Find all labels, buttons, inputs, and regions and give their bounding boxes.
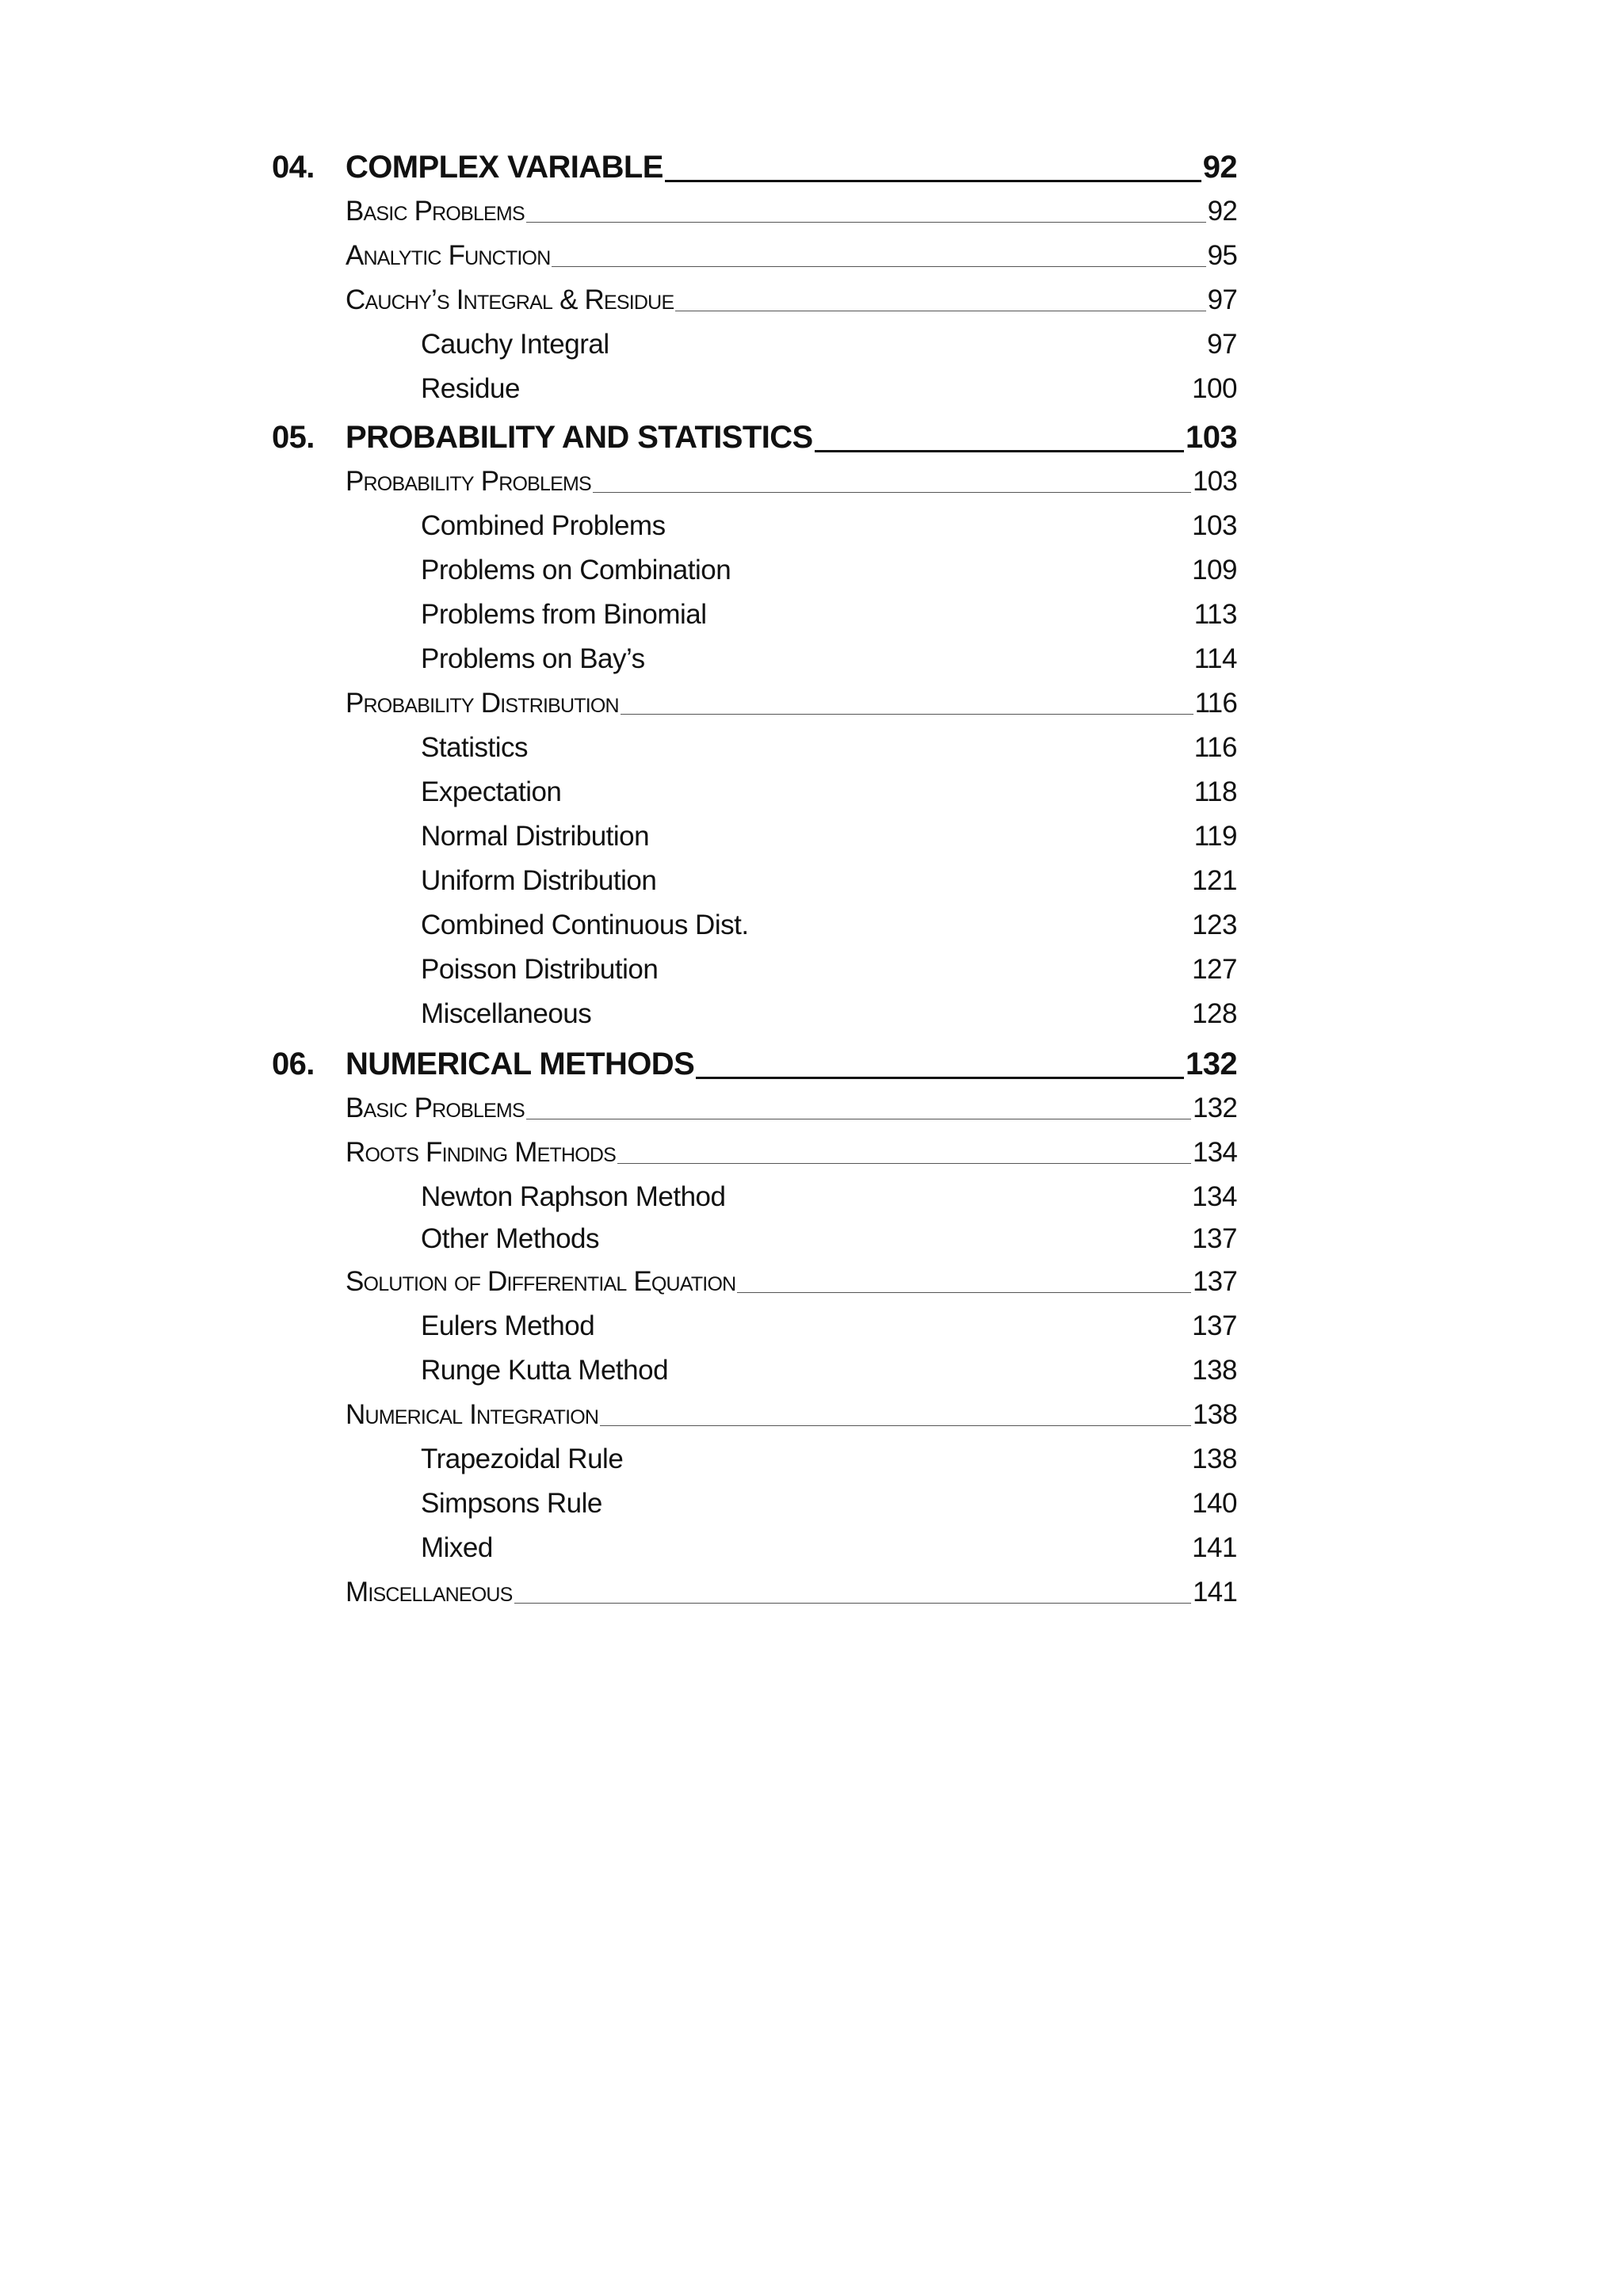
toc-subsection[interactable] [421, 727, 1237, 764]
subsection-title: Mixed [421, 1532, 493, 1563]
page-number: 138 [1192, 1355, 1237, 1386]
leader-line [815, 450, 1184, 452]
toc-subsection[interactable] [421, 949, 1237, 986]
page-number: 97 [1207, 284, 1237, 315]
subsection-title: Combined Problems [421, 510, 666, 541]
section-title: Probability Problems [346, 466, 591, 497]
section-title: Basic Problems [346, 196, 525, 227]
toc-subsection[interactable] [421, 772, 1237, 808]
subsection-title: Eulers Method [421, 1310, 595, 1341]
chapter-title: PROBABILITY AND STATISTICS [346, 420, 813, 455]
toc-subsection[interactable] [421, 550, 1237, 586]
page-number: 92 [1207, 196, 1237, 227]
toc-section[interactable] [346, 1572, 1237, 1608]
page-number: 103 [1192, 510, 1237, 541]
page-number: 118 [1193, 776, 1237, 807]
subsection-title: Expectation [421, 776, 562, 807]
subsection-title: Miscellaneous [421, 998, 592, 1029]
page-number: 137 [1192, 1223, 1237, 1254]
page-number: 92 [1202, 150, 1237, 185]
page-number: 109 [1192, 555, 1237, 585]
leader-line [696, 1077, 1184, 1079]
subsection-title: Residue [421, 373, 520, 404]
page-number: 128 [1192, 998, 1237, 1029]
page-number: 141 [1193, 1577, 1237, 1608]
page-number: 103 [1186, 420, 1237, 455]
toc-section[interactable] [346, 280, 1237, 316]
toc-section[interactable] [346, 1394, 1237, 1431]
chapter-number: 05. [272, 420, 315, 455]
toc-chapter[interactable] [272, 1038, 1237, 1082]
toc-section[interactable] [346, 1261, 1237, 1298]
page-number: 114 [1193, 643, 1237, 674]
subsection-title: Uniform Distribution [421, 865, 657, 896]
section-title: Analytic Function [346, 240, 551, 271]
section-title: Probability Distribution [346, 688, 619, 719]
section-title: Solution of Differential Equation [346, 1266, 736, 1297]
toc-chapter[interactable] [272, 411, 1237, 456]
subsection-title: Problems on Combination [421, 555, 731, 585]
toc-subsection[interactable] [421, 639, 1237, 675]
page-number: 127 [1192, 954, 1237, 985]
toc-subsection[interactable] [421, 324, 1237, 360]
leader-line [552, 266, 1205, 267]
toc-subsection[interactable] [421, 816, 1237, 852]
leader-line [600, 1425, 1191, 1426]
page-number: 137 [1193, 1266, 1237, 1297]
page-number: 119 [1193, 821, 1237, 852]
subsection-title: Runge Kutta Method [421, 1355, 669, 1386]
page-number: 138 [1192, 1444, 1237, 1474]
toc-subsection[interactable] [421, 1350, 1237, 1386]
toc-section[interactable] [346, 1088, 1237, 1124]
subsection-title: Cauchy Integral [421, 329, 609, 360]
toc-section[interactable] [346, 235, 1237, 272]
chapter-title: COMPLEX VARIABLE [346, 150, 663, 185]
toc-subsection[interactable] [421, 1177, 1237, 1213]
subsection-title: Combined Continuous Dist. [421, 910, 749, 940]
leader-line [593, 492, 1191, 493]
page-number: 113 [1193, 599, 1237, 630]
page-number: 140 [1192, 1488, 1237, 1519]
page-number: 121 [1192, 865, 1237, 896]
page-number: 116 [1194, 688, 1237, 719]
toc-subsection[interactable] [421, 594, 1237, 631]
leader-line [526, 222, 1206, 223]
page-number: 134 [1193, 1137, 1237, 1168]
leader-line [621, 714, 1193, 715]
toc-section[interactable] [346, 1132, 1237, 1169]
subsection-title: Newton Raphson Method [421, 1181, 726, 1212]
toc-subsection[interactable] [421, 1439, 1237, 1475]
section-title: Roots Finding Methods [346, 1137, 616, 1168]
subsection-title: Poisson Distribution [421, 954, 659, 985]
page-number: 141 [1192, 1532, 1237, 1563]
page-number: 137 [1192, 1310, 1237, 1341]
leader-line [617, 1163, 1191, 1164]
section-title: Cauchy’s Integral & Residue [346, 284, 674, 315]
subsection-title: Trapezoidal Rule [421, 1444, 624, 1474]
subsection-title: Normal Distribution [421, 821, 650, 852]
page-number: 132 [1193, 1093, 1237, 1123]
subsection-title: Simpsons Rule [421, 1488, 602, 1519]
toc-subsection[interactable] [421, 860, 1237, 897]
toc-subsection[interactable] [421, 368, 1237, 405]
page-number: 100 [1192, 373, 1237, 404]
leader-line [665, 180, 1201, 182]
toc-subsection[interactable] [421, 994, 1237, 1030]
toc-subsection[interactable] [421, 905, 1237, 941]
toc-section[interactable] [346, 191, 1237, 227]
page-number: 103 [1193, 466, 1237, 497]
leader-line [514, 1603, 1192, 1604]
subsection-title: Other Methods [421, 1223, 599, 1254]
page-number: 97 [1207, 329, 1237, 360]
section-title: Basic Problems [346, 1093, 525, 1123]
leader-line [737, 1292, 1191, 1293]
subsection-title: Problems on Bay’s [421, 643, 645, 674]
page-number: 95 [1207, 240, 1237, 271]
toc-subsection[interactable] [421, 1219, 1237, 1255]
page-number: 123 [1192, 910, 1237, 940]
subsection-title: Problems from Binomial [421, 599, 707, 630]
toc-section[interactable] [346, 461, 1237, 498]
chapter-title: NUMERICAL METHODS [346, 1047, 695, 1081]
toc-section[interactable] [346, 683, 1237, 719]
toc-subsection[interactable] [421, 1527, 1237, 1564]
toc-chapter[interactable] [272, 141, 1237, 185]
toc-subsection[interactable] [421, 505, 1237, 542]
subsection-title: Statistics [421, 732, 529, 763]
section-title: Miscellaneous [346, 1577, 513, 1608]
section-title: Numerical Integration [346, 1399, 599, 1430]
chapter-number: 06. [272, 1047, 315, 1081]
page-number: 134 [1192, 1181, 1237, 1212]
page-number: 116 [1193, 732, 1237, 763]
chapter-number: 04. [272, 150, 315, 185]
toc-subsection[interactable] [421, 1483, 1237, 1520]
page-number: 138 [1193, 1399, 1237, 1430]
toc-subsection[interactable] [421, 1306, 1237, 1342]
page-number: 132 [1186, 1047, 1237, 1081]
